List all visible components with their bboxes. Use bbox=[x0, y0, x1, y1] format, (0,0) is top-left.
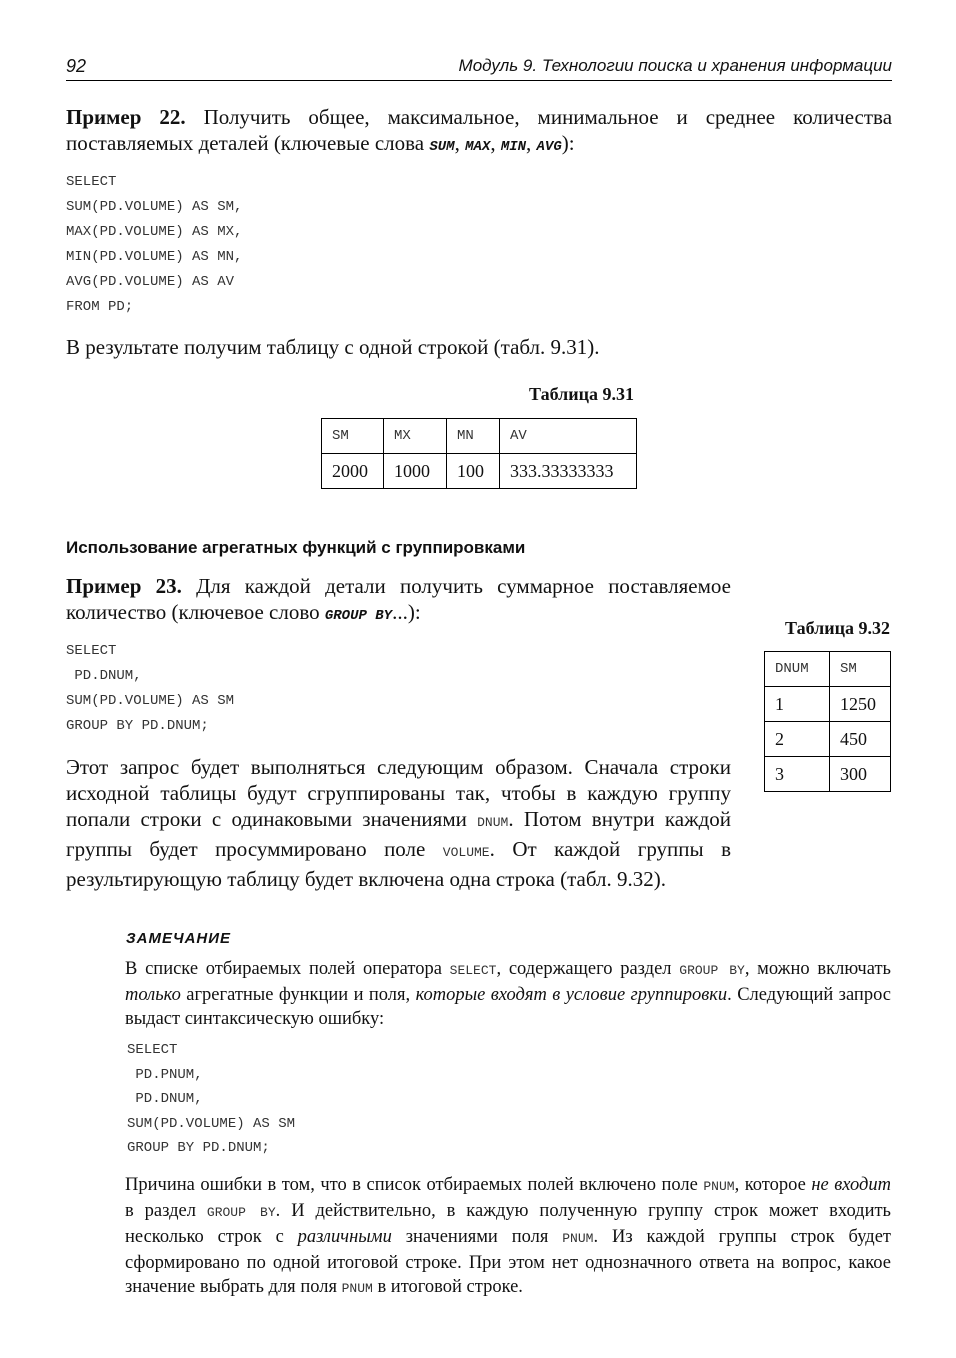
note-paragraph-2: Причина ошибки в том, что в список отбираемых полей включено поле PNUM, которое не входит в раздел GROUP BY. И действительно, в каждую полученную группу строк может входить несколько строк с различными значениями поля PNUM. Из каждой группы строк будет сформировано по одной итоговой строке. При этом нет однозначного ответа на вопрос, какое значение выбрать для поля PNUM в итоговой строке. bbox=[125, 1175, 892, 1297]
table-cell: 100 bbox=[447, 454, 500, 489]
table-cell: 1 bbox=[765, 687, 830, 722]
table-cell: 300 bbox=[830, 757, 891, 792]
inline-code-dnum: DNUM bbox=[477, 815, 509, 830]
example-23-code: SELECT PD.DNUM, SUM(PD.VOLUME) AS SM GROUP BY PD.DNUM; bbox=[66, 643, 235, 734]
inline-code-volume: VOLUME bbox=[442, 845, 490, 860]
note-code: SELECT PD.PNUM, PD.DNUM, SUM(PD.VOLUME) AS SM GROUP BY PD.DNUM; bbox=[127, 1042, 296, 1156]
section-heading: Использование агрегатных функций с группировками bbox=[66, 538, 526, 557]
inline-code-group-by: GROUP BY bbox=[206, 1205, 276, 1220]
example-23-paragraph: Пример 23. Для каждой детали получить суммарное поставляемое количество (ключевое слово GROUP BY...): bbox=[66, 574, 731, 624]
note-paragraph-1: В списке отбираемых полей оператора SELECT, содержащего раздел GROUP BY, можно включать только агрегатные функции и поля, которые входят в условие группировки. Следующий запрос выдаст синтаксическую ошибку: bbox=[125, 959, 892, 1029]
inline-code-select: SELECT bbox=[449, 963, 497, 978]
page-number: 92 bbox=[66, 56, 87, 76]
table-cell: 1250 bbox=[830, 687, 891, 722]
inline-code-pnum: PNUM bbox=[562, 1231, 594, 1246]
keyword-avg: AVG bbox=[536, 139, 562, 155]
page-header bbox=[66, 56, 892, 81]
running-title: Модуль 9. Технологии поиска и хранения информации bbox=[458, 56, 892, 75]
example-22-paragraph: Пример 22. Получить общее, максимальное, минимальное и среднее количества поставляемых деталей (ключевые слова SUM, MAX, MIN, AVG): bbox=[66, 105, 893, 155]
keyword-group-by: GROUP BY bbox=[324, 608, 393, 624]
table-9-31-caption: Таблица 9.31 bbox=[529, 384, 634, 404]
table-row bbox=[765, 722, 891, 757]
inline-code-pnum: PNUM bbox=[703, 1179, 735, 1194]
keyword-sum: SUM bbox=[429, 139, 455, 155]
table-header-cell: MX bbox=[384, 419, 447, 454]
table-header-row bbox=[765, 652, 891, 687]
table-cell: 3 bbox=[765, 757, 830, 792]
inline-code-group-by: GROUP BY bbox=[679, 963, 745, 978]
table-row bbox=[322, 454, 637, 489]
keyword-max: MAX bbox=[465, 139, 491, 155]
table-header-cell: DNUM bbox=[765, 652, 830, 687]
table-row bbox=[765, 757, 891, 792]
table-cell: 2000 bbox=[322, 454, 384, 489]
table-header-cell: AV bbox=[500, 419, 637, 454]
table-cell: 1000 bbox=[384, 454, 447, 489]
keyword-min: MIN bbox=[500, 139, 527, 155]
example-22-label: Пример 22. bbox=[66, 105, 186, 129]
example-22-code: SELECT SUM(PD.VOLUME) AS SM, MAX(PD.VOLUME) AS MX, MIN(PD.VOLUME) AS MN, AVG(PD.VOLUME) AS AV FROM PD; bbox=[66, 174, 243, 315]
table-9-31 bbox=[321, 418, 637, 489]
table-header-cell: MN bbox=[447, 419, 500, 454]
table-9-32 bbox=[764, 651, 891, 792]
table-header-cell: SM bbox=[322, 419, 384, 454]
table-cell: 450 bbox=[830, 722, 891, 757]
note-title: ЗАМЕЧАНИЕ bbox=[126, 930, 232, 947]
example-22-result-text: В результате получим таблицу с одной строкой (табл. 9.31). bbox=[66, 335, 600, 359]
inline-code-pnum: PNUM bbox=[341, 1281, 373, 1296]
table-cell: 333.33333333 bbox=[500, 454, 637, 489]
table-header-cell: SM bbox=[830, 652, 891, 687]
table-row bbox=[765, 687, 891, 722]
table-9-32-caption: Таблица 9.32 bbox=[785, 618, 890, 638]
example-23-explanation: Этот запрос будет выполняться следующим образом. Сначала строки исходной таблицы будут сгруппированы так, чтобы в каждую группу попали строки с одинаковыми значениями DNUM. Потом внутри каждой группы будет просуммировано поле VOLUME. От каждой группы в результирующую таблицу будет включена одна строка (табл. 9.32). bbox=[66, 755, 731, 891]
table-header-row bbox=[322, 419, 637, 454]
example-23-label: Пример 23. bbox=[66, 574, 182, 598]
table-cell: 2 bbox=[765, 722, 830, 757]
